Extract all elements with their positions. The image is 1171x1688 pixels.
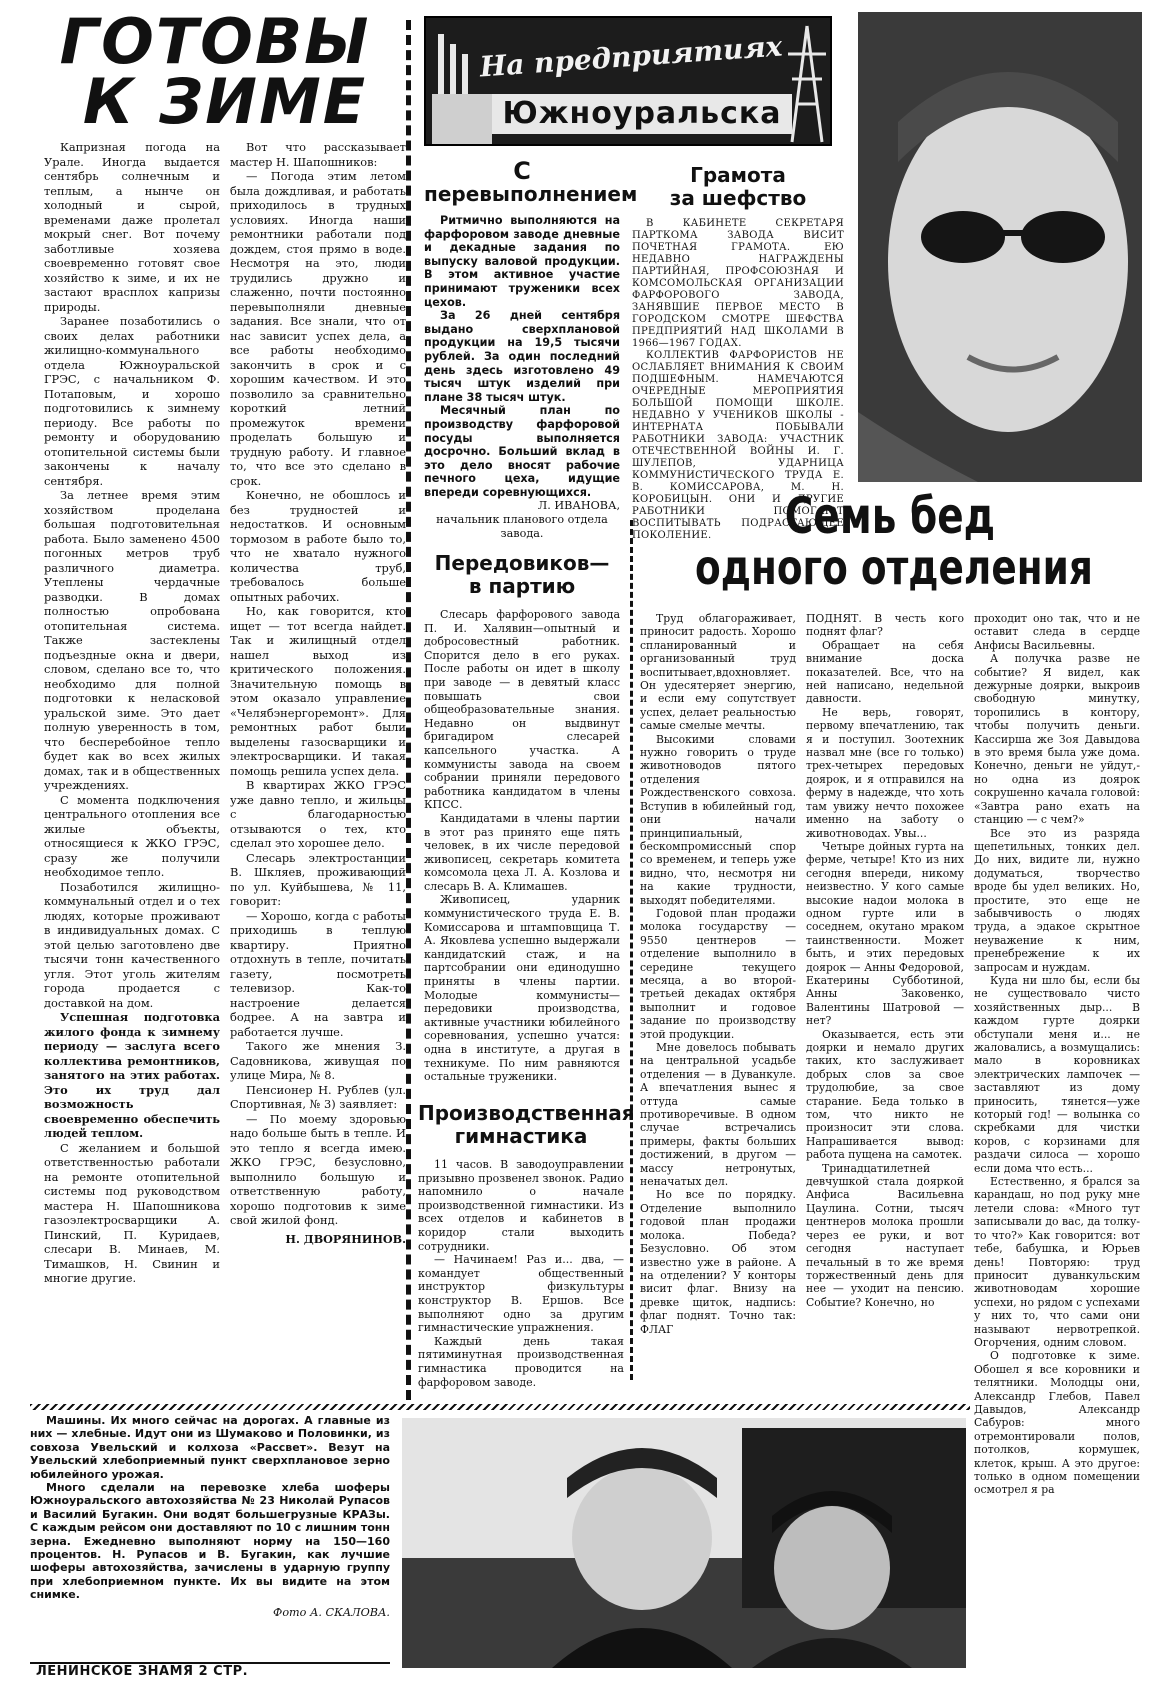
paragraph: Месячный план по производству фарфоровой посуды выполняется досрочно. Больший вклад в это дело вносят рабочие печного цеха, идущие впереди соревнующихся. [424, 404, 620, 499]
signature-role: начальник планового отдела завода. [436, 513, 608, 541]
paragraph: — Хорошо, когда с работы приходишь в теплую квартиру. Приятно отдохнуть в тепле, почитать газету, посмотреть телевизор. Как-то настроение делается бодрее. А на завтра и работается лучше. [230, 908, 406, 1039]
paragraph: С желанием и большой ответственностью работали на ремонте отопительной системы под руководством мастера Н. Шапошникова газоэлектросварщики А. Пинский, П. Куридаев, слесари В. Минаев, М. Тимашков, Н. Свинин и многие другие. [44, 1140, 220, 1285]
certificate-title-2: за шефство [669, 186, 807, 210]
paragraph: За 26 дней сентября выдано сверхплановой продукции на 19,5 тысячи рублей. За один последний день здесь изготовлено 49 тысяч штук изделий при плане 38 тысяч штук. [424, 309, 620, 404]
gymnastics-title-2: гимнастика [454, 1124, 588, 1148]
paragraph: В квартирах ЖКО ГРЭС уже давно тепло, и жильцы с благодарностью отзываются о тех, кто сделал это хорошее дело. [230, 778, 406, 850]
paragraph: Оказывается, есть эти доярки и немало других таких, кто заслуживает добрых слов за свое трудолюбие, за свое старание. Беда только в том, что никто не произносит эти слова. Напрашивается вывод: работа пущена на самотек. [806, 1027, 964, 1162]
party-article [424, 552, 620, 1084]
signature: Н. ДВОРЯНИНОВ. [285, 1231, 406, 1246]
paragraph: С момента подключения центрального отопления все жилые объекты, относящиеся к ЖКО ГРЭС, сразу же получили необходимое тепло. [44, 792, 220, 879]
paragraph: Все это из разряда щепетильных, тонких дел. До них, видите ли, нужно додуматься, творчество вроде бы удел великих. Но, простите, это еще не забывчивость о людях труда, а эдакое скрытное неуважение к ним, пренебрежение к их запросам и нуждам. [974, 826, 1140, 974]
factory-icon [432, 24, 492, 144]
overfulfillment-title-2: перевыполнением [424, 182, 638, 206]
paragraph: Труд облагораживает, приносит радость. Хорошо спланированный и организованный труд воспитывает,вдохновляет. Он удесятеряет энергию, и если ему сопутствует успех, делает реальностью самые смелые мечты. [640, 612, 796, 733]
left-article-title-1: ГОТОВЫ [59, 5, 371, 78]
overfulfillment-title-1: С [513, 157, 531, 185]
portrait-image [858, 12, 1142, 482]
party-title-1: Передовиков— [434, 551, 610, 575]
banner-line1: На предприятиях [478, 29, 784, 84]
banner-line2: Южноуральска [492, 94, 792, 134]
paragraph: Не верь, говорят, первому впечатлению, так я и поступил. Зоотехник назвал мне (все го только) трех-четырех передовых доярок, и я отправился на ферму в надежде, что хоть там увижу нечто похожее именно на заботу о животноводах. Увы... [806, 705, 964, 840]
paragraph: Кандидатами в члены партии в этот раз принято еще пять человек, в их числе передовой живописец, секретарь комитета комсомола цеха Л. А. Козлова и слесарь В. А. Климашев. [424, 811, 620, 893]
paragraph: — По моему здоровью надо больше быть в тепле. И это тепло я всегда имею. ЖКО ГРЭС, безусловно, выполнило большую и ответственную работу, хорошо подготовив к зиме свой жилой фонд. [230, 1111, 406, 1227]
paragraph: Такого же мнения З. Садовникова, живущая по улице Мира, № 8. [230, 1039, 406, 1082]
paragraph: Конечно, не обошлось и без трудностей и недостатков. И основным тормозом в работе было то, что не хватало нужного количества труб, требовалось больше опытных рабочих. [230, 488, 406, 604]
paragraph: О подготовке к зиме. Обошел я все коровники и телятники. Молодцы они, Александр Глебов, Павел Давыдов, Александр Сабуров: много отремонтировали полов, потолков, кормушек, клеток, крыш. А это другое: только в одном помещении осмотрел я ра [974, 1349, 1140, 1497]
paragraph: Куда ни шло бы, если бы не существовало чисто хозяйственных дыр... В каждом гурте доярки обступали меня и... не жаловались, а возмущались: мало в коровниках электрических лампочек — заставляют из дому приносить, тянется—уже который год! — волынка со скребками для чистки коров, с корзинами для раздачи силоса — хорошо если дома что есть... [974, 973, 1140, 1175]
paragraph: Мне довелось побывать на центральной усадьбе отделения — в Дуванкуле. А впечатления вынес я оттуда самые противоречивые. В одном случае встречались примеры, факты больших достижений, в другом — массу нетронутых, неначатых дел. [640, 1041, 796, 1189]
paragraph: Позаботился жилищно-коммунальный отдел и о тех людях, которые проживают в индивидуальных домах. С этой целью заготовлено две тысячи тонн качественного угля. Этот уголь жителям города продается с доставкой на дом. [44, 879, 220, 1010]
seven-troubles-col3 [974, 612, 1140, 1497]
seven-troubles-col2 [806, 612, 964, 1309]
portrait-photo [858, 12, 1142, 482]
paragraph: Слесарь электростанции В. Шкляев, проживающий по ул. Куйбышева, № 11, говорит: [230, 850, 406, 908]
drivers-photo [402, 1418, 966, 1668]
paragraph: Капризная погода на Урале. Иногда выдается сентябрь солнечным и теплым, а нынче он холодный и сырой, временами даже пролетал мокрый снег. Вот почему заботливые хозяева своевременно готовят свое хозяйство к зиме, и их не застают врасплох капризы природы. [44, 140, 220, 314]
drivers-image [402, 1418, 966, 1668]
paragraph: Пенсионер Н. Рублев (ул. Спортивная, № 3) заявляет: [230, 1082, 406, 1111]
photo-credit: Фото А. СКАЛОВА. [273, 1605, 390, 1619]
paragraph: За летнее время этим хозяйством проделана большая подготовительная работа. Было заменено 4500 погонных метров труб различного диаметра. Утеплены чердачные разводки. В домах полностью опробована отопительная система. Также застеклены подъездные окна и двери, словом, сделано все то, что необходимо для полной подготовки к нелаcковой уральской зиме. Это дает полную уверенность в том, что бесперебойное тепло будет как во всех жилых домах, так и в общественных учреждениях. [44, 488, 220, 792]
certificate-article [632, 164, 844, 542]
paragraph: — Погода этим летом была дождливая, и работать приходилось в трудных условиях. Иногда наши ремонтники работали под дождем, стоя прямо в воде. Несмотря на это, люди трудились дружно и слаженно, почти постоянно перевыполняли дневные задания. Все знали, что от нас зависит успех дела, а все работы необходимо закончить в срок и с хорошим качеством. И это позволило за сравнительно короткий летний промежуток времени проделать большую и трудную работу. И главное то, что все это сделано в срок. [230, 169, 406, 488]
paragraph: Живописец, ударник коммунистического труда Е. В. Комиссарова и штамповщица Т. А. Яковлева успешно выдержали кандидатский стаж, и на партсобрании они единодушно приняты в члены партии. Молодые коммунисты—передовики производства, активные участники юбилейного соревнования, успешно учатся: одна в институте, а другая в техникуме. По ним равняются остальные труженики. [424, 893, 620, 1084]
seven-troubles-col1 [640, 612, 796, 1336]
paragraph: Обращает на себя внимание доска показателей. Все, что на ней написано, недельной давности. [806, 638, 964, 706]
paragraph: Успешная подготовка жилого фонда к зимнему периоду — заслуга всего коллектива ремонтников, занятого на этих работах. Это их труд дал возможность своевременно обеспечить людей теплом. [44, 1010, 220, 1140]
paragraph: проходит оно так, что и не оставит следа в сердце Анфисы Васильевны. [974, 612, 1140, 652]
party-title-2: в партию [468, 574, 576, 598]
paragraph: Каждый день такая пятиминутная производственная гимнастика проводится на фарфоровом заводе. [418, 1334, 624, 1389]
paragraph: В КАБИНЕТЕ СЕКРЕТАРЯ ПАРТКОМА ЗАВОДА ВИСИТ ПОЧЕТНАЯ ГРАМОТА. ЕЮ НЕДАВНО НАГРАЖДЕНЫ ПАРТИЙНАЯ, ПРОФСОЮЗНАЯ И КОМСОМОЛЬСКАЯ ОРГАНИЗАЦИИ ФАРФОРОВОГО ЗАВОДА, ЗАНЯВШИЕ ПЕРВОЕ МЕСТО В ГОРОДСКОМ СМОТРЕ ШЕФСТВА ПРЕДПРИЯТИЙ НАД ШКОЛАМИ В 1966—1967 ГОДАХ. [632, 218, 844, 349]
paragraph: ПОДНЯТ. В честь кого поднят флаг? [806, 612, 964, 639]
paragraph: Четыре дойных гурта на ферме, четыре! Кто из них сегодня впереди, никому неизвестно. У кого самые высокие надои молока в одном гурте или в соседнем, окутано мраком таинственности. Может быть, и этих передовых доярок — Анны Федоровой, Екатерины Субботиной, Анны Заковенко, Валентины Шатровой — нет? [806, 839, 964, 1028]
footer-masthead: ЛЕНИНСКОЕ ЗНАМЯ 2 СТР. [36, 1664, 249, 1679]
left-article-title-2: К ЗИМЕ [82, 65, 368, 138]
paragraph: Заранее позаботились о своих делах работники жилищно-коммунального отдела Южноуральской ГРЭС, с начальником Ф. Потаповым, и хорошо подготовились к зимнему периоду. Все работы по ремонту и оборудованию отопительной системы были закончены к началу сентября. [44, 314, 220, 488]
left-article [30, 5, 406, 1402]
paragraph: КОЛЛЕКТИВ ФАРФОРИСТОВ НЕ ОСЛАБЛЯЕТ ВНИМАНИЯ К СВОИМ ПОДШЕФНЫМ. НАМЕЧАЮТСЯ ОЧЕРЕДНЫЕ МЕРОПРИЯТИЯ БОЛЬШОЙ ПОМОЩИ ШКОЛЕ. НЕДАВНО У УЧЕНИКОВ ШКОЛЫ - ИНТЕРНАТА ПОБЫВАЛИ РАБОТНИКИ ЗАВОДА: УЧАСТНИК ОТЕЧЕСТВЕННОЙ ВОЙНЫ И. Г. ШУЛЕПОВ, УДАРНИЦА КОММУНИСТИЧЕСКОГО ТРУДА Е. В. КОМИССАРОВА, М. Н. КОРОБИЦЫН. ОНИ И ДРУГИЕ РАБОТНИКИ ПОМОГАЮТ ВОСПИТЫВАТЬ ПОДРАСТАЮЩЕЕ ПОКОЛЕНИЕ. [632, 350, 844, 541]
banner [424, 16, 832, 146]
paragraph: Вот что рассказывает мастер Н. Шапошников: [230, 140, 406, 169]
certificate-title-1: Грамота [690, 163, 786, 187]
section-divider [30, 1404, 970, 1410]
bread-article [30, 1414, 390, 1620]
paragraph: Машины. Их много сейчас на дорогах. А главные из них — хлебные. Идут они из Шумаково и Половинки, из совхоза Увельский и колхоза «Рассвет». Везут на Увельский хлебоприемный пункт сверхплановое зерно юбилейного урожая. [30, 1414, 390, 1481]
gymnastics-article [418, 1101, 635, 1389]
paragraph: 11 часов. В заводоуправлении призывно прозвенел звонок. Радио напомнило о начале производственной гимнастики. Из всех отделов и кабинетов в коридор стали выходить сотрудники. [418, 1158, 624, 1253]
paragraph: — Начинаем! Раз и... два, — командует общественный инструктор физкультуры конструктор В. Ершов. Все выполняют одно за другим гимнастические упражнения. [418, 1253, 624, 1335]
paragraph: Годовой план продажи молока государству — 9550 центнеров — отделение выполнило в середине текущего месяца, а во второй-третьей декадах октября выполнит и годовое задание по производству этой продукции. [640, 906, 796, 1041]
left-article-col1 [44, 140, 220, 1286]
power-pylon-icon [784, 24, 830, 144]
paragraph: Много сделали на перевозке хлеба шоферы Южноуральского автохозяйства № 23 Николай Рупасов и Василий Бугакин. Они водят большегрузные КРАЗы. С каждым рейсом они доставляют по 10 с лишним тонн зерна. Ежедневно выполняют норму на 150—160 процентов. Н. Рупасов и В. Бугакин, как лучшие шоферы автохозяйства, зачислены в ударную группу при хлебоприемном пункте. Их вы видите на этом снимке. [30, 1481, 390, 1602]
gymnastics-title-1: Производственная [418, 1101, 635, 1125]
paragraph: Ритмично выполняются на фарфоровом заводе дневные и декадные задания по выпуску валовой продукции. В этом активное участие принимают труженики всех цехов. [424, 214, 620, 309]
paragraph: Но все по порядку. Отделение выполнило годовой план продажи молока. Победа? Безусловно. Об этом известно уже в районе. А на отделении? У конторы висит флаг. Внизу на древке щиток, надпись: флаг поднят. Точно так: ФЛАГ [640, 1188, 796, 1336]
overfulfillment-article [424, 157, 638, 541]
paragraph: Слесарь фарфорового завода П. И. Халявин—опытный и добросовестный работник. Спорится дело в его руках. После работы он идет в школу при заводе — в девятый класс повышать свои общеобразовательные знания. Недавно он выдвинут бригадиром слесарей капсельного участка. А коммунисты завода на своем собрании приняли передового работника кандидатом в члены КПСС. [424, 608, 620, 812]
left-article-col2 [230, 140, 406, 1246]
seven-troubles-title-2: одного отделения [695, 540, 1093, 596]
signature: Л. ИВАНОВА, [537, 499, 620, 513]
seven-troubles-title [640, 487, 1140, 596]
paragraph: Тринадцатилетней девчушкой стала дояркой Анфиса Васильевна Цаулина. Сотни, тысяч центнеров молока прошли через ее руки, и вот сегодня наступает печальный в то же время торжественный день для нее — уходит на пенсию. Событие? Конечно, но [806, 1161, 964, 1309]
paragraph: Естественно, я брался за карандаш, но под руку мне летели слова: «Много тут записывали до вас, да толку-то что?» Как говорится: вот тебе, бабушка, и Юрьев день! Повторяю: труд приносит дуванкульским животноводам хорошие успехи, но рядом с успехами у них то, что сами они называют нервотрепкой. Огорчения, одним словом. [974, 1175, 1140, 1349]
column-divider [406, 20, 411, 1400]
paragraph: А получка разве не событие? Я видел, как дежурные доярки, выкроив свободную минутку, торопились в контору, чтобы получить деньги. Кассирша же Зоя Давыдова в это время была уже дома. Конечно, деньги не уйдут,- но одна из доярок сокрушенно качала головой: «Завтра рано ехать на станцию — с чем?» [974, 652, 1140, 827]
seven-troubles-title-1: Семь бед [784, 487, 996, 545]
paragraph: Но, как говорится, кто ищет — тот всегда найдет. Так и жилищный отдел нашел выход из критического положения. Значительную помощь в этом оказало управление «Челябэнергоремонт». Для ремонтных работ были выделены газосварщики и электросварщики. И такая помощь решила успех дела. [230, 604, 406, 778]
column-divider [630, 520, 633, 1380]
paragraph: Высокими словами нужно говорить о труде животноводов пятого отделения Рождественского совхоза. Вступив в юбилейный год, они начали принципиальный, бескомпромиссный спор со временем, и теперь уже видно, что, несмотря ни на какие трудности, выходят победителями. [640, 732, 796, 907]
